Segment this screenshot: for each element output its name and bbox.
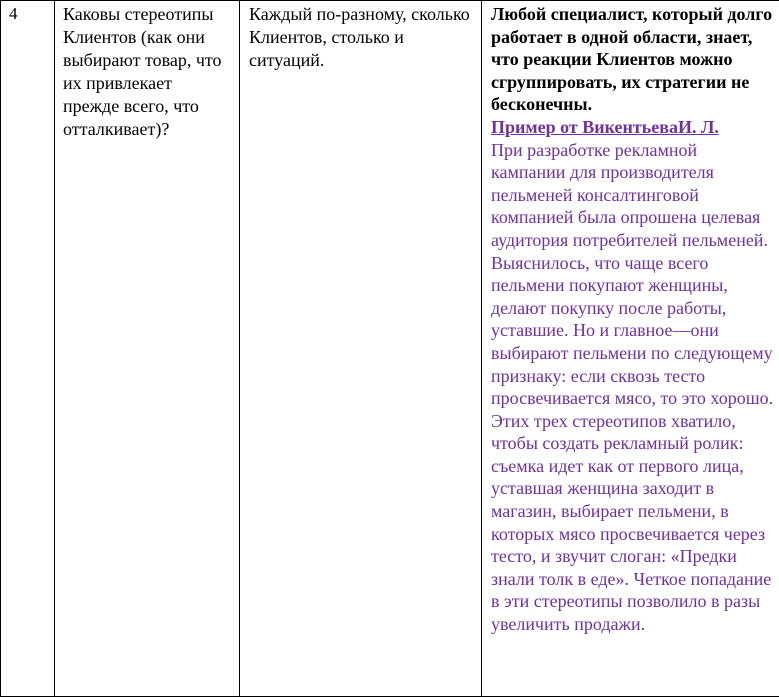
answer-text: Каждый по-разному, сколько Клиентов, столько и ситуаций. xyxy=(249,4,470,70)
question-cell xyxy=(55,0,238,141)
column-divider-2 xyxy=(239,0,240,697)
question-text: Каковы стереотипы Клиентов (как они выбирают товар, что их привлекает прежде всего, что отталкивает)? xyxy=(63,4,222,139)
expert-answer-cell xyxy=(482,0,779,636)
expert-intro: Любой специалист, который долго работает в одной области, знает, что реакции Клиентов можно сгруппировать, их стратегии не бесконечны. xyxy=(491,4,773,115)
row-number: 4 xyxy=(9,4,18,23)
answer-cell xyxy=(240,0,480,72)
example-title: Пример от ВикентьеваИ. Л. xyxy=(491,116,719,137)
row-number-cell xyxy=(1,0,54,25)
example-body: При разработке рекламной кампании для производителя пельменей консалтинговой компанией была опрошена целевая аудитория потребителей пельменей. Выяснилось, что чаще всего пельмени покупают женщины, делают покупку после работы, уставшие. Но и главное—они выбирают пельмени по следующему признаку: если сквозь тесто просвечивается мясо, то это хорошо. Этих трех стереотипов хватило, чтобы создать рекламный ролик: съемка идет как от первого лица, уставшая женщина заходит в магазин, выбирает пельмени, в которых мясо просвечивается через тесто, и звучит слоган: «Предки знали толк в еде». Четкое попадание в эти стереотипы позволило в разы увеличить продажи. xyxy=(491,139,774,635)
left-border xyxy=(0,0,1,697)
